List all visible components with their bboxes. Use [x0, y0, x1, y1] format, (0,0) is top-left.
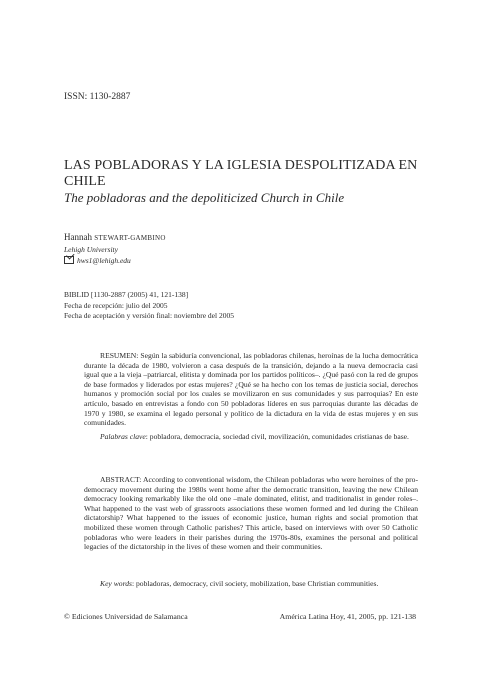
author-first-name: Hannah	[64, 232, 95, 242]
date-accepted: Fecha de aceptación y versión final: noviembre del 2005	[64, 311, 234, 320]
palabras-clave-label: Palabras clave	[100, 432, 146, 441]
title-block	[64, 158, 424, 206]
biblid-block	[64, 290, 234, 322]
author-affiliation: Lehigh University	[64, 245, 118, 254]
key-words-label: Key words	[100, 579, 132, 588]
resumen-text: RESUMEN: Según la sabiduría convencional, las pobladoras chilenas, heroínas de la lucha democrática durante la década de 1980, volvieron a casa después de la transición, dejando a la nueva democracia casi igual que a la vieja –patriarcal, elitista y dominada por los partidos políticos–. ¿Qué pasó con la red de grupos de base formados y liderados por estas mujeres? ¿Qué se ha hecho con los temas de justicia social, derechos humanos y promoción social por los cuales se movilizaron en sus comunidades y sus parroquias? En este artículo, basado en entrevistas a fondo con 50 pobladoras líderes en sus parroquias durante las décadas de 1970 y 1980, se examina el legado personal y político de la dictadura en la vida de estas mujeres y en sus comunidades.	[84, 351, 418, 428]
envelope-icon	[64, 256, 74, 264]
key-words	[84, 579, 418, 589]
resumen-paragraph	[84, 351, 418, 428]
author-last-name: STEWART-GAMBINO	[94, 234, 166, 242]
author-name	[64, 232, 166, 244]
footer-publisher: © Ediciones Universidad de Salamanca	[64, 612, 188, 621]
author-block	[64, 232, 166, 266]
article-title-spanish: LAS POBLADORAS Y LA IGLESIA DESPOLITIZADA EN CHILE	[64, 158, 418, 189]
palabras-clave	[84, 432, 418, 442]
key-words-text: : pobladoras, democracy, civil society, mobilization, base Christian communities.	[132, 579, 379, 588]
footer-citation: América Latina Hoy, 41, 2005, pp. 121-138	[279, 612, 416, 621]
issn-line: ISSN: 1130-2887	[64, 92, 131, 102]
palabras-clave-text: : pobladora, democracia, sociedad civil, movilización, comunidades cristianas de base.	[145, 432, 409, 441]
biblid-ref: BIBLID [1130-2887 (2005) 41, 121-138]	[64, 290, 189, 299]
article-title-english: The pobladoras and the depoliticized Church in Chile	[64, 190, 345, 205]
abstract-paragraph	[84, 475, 418, 552]
author-email-line	[64, 255, 166, 266]
abstract-text: ABSTRACT: According to conventional wisdom, the Chilean pobladoras who were heroines of the pro-democracy movement during the 1980s went home after the democratic transition, leaving the new Chilean democracy looking remarkably like the old one –male dominated, elitist, and traditionalist in gender roles–. What happened to the vast web of grassroots associations these women formed and led during the Chilean dictatorship? What happened to the issues of economic justice, human rights and social promotion that mobilized these women through Catholic parishes? This article, based on interviews with over 50 Catholic pobladoras who were leaders in their parishes during the 1970s-80s, examines the personal and political legacies of the dictatorship in the lives of these women and their communities.	[84, 475, 418, 552]
date-received: Fecha de recepción: julio del 2005	[64, 300, 168, 310]
author-email[interactable]: hws1@lehigh.edu	[77, 256, 131, 265]
